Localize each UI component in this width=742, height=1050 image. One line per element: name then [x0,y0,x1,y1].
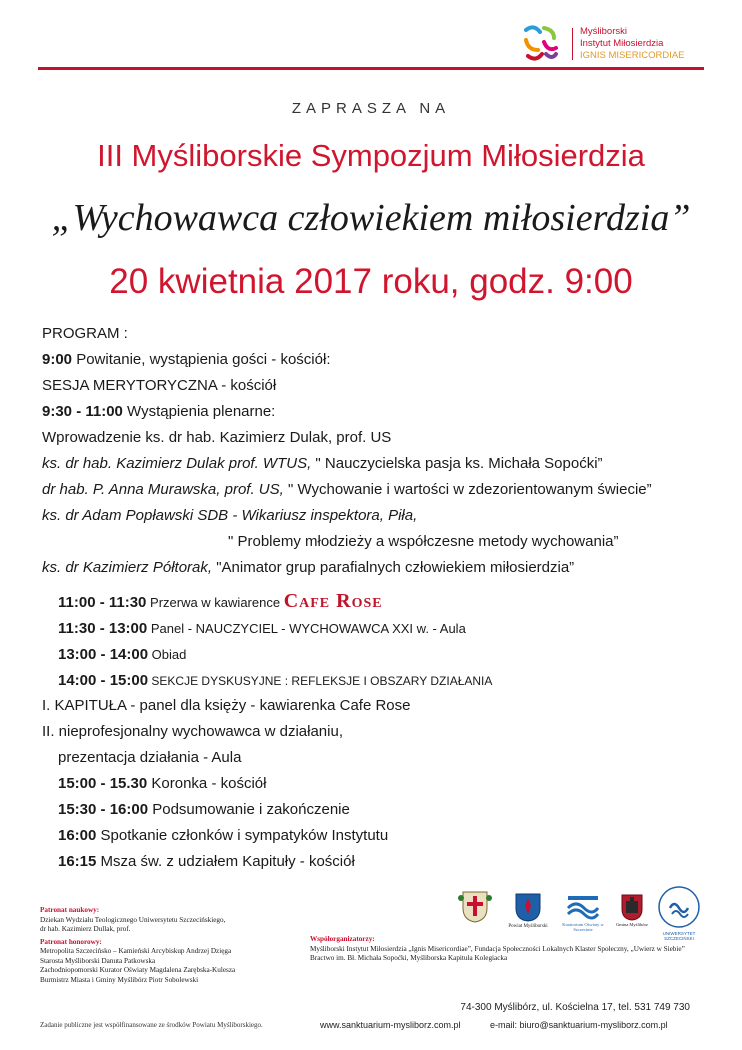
time: 16:15 [58,853,97,870]
program-item-2: SESJA MERYTORYCZNA - kościół [42,377,277,394]
panel-item-3: prezentacja działania - Aula [58,749,242,766]
coorganizers-label: Współorganizatorzy: [310,935,375,943]
text: Koronka - kościół [147,775,267,792]
county-caption: Powiat Myśliborski [508,924,548,929]
patron-honorary-line: Starosta Myśliborski Danuta Patkowska [40,956,156,965]
coorganizers-line: Myśliborski Instytut Miłosierdzia „Ignis Misericordiae”, Fundacja Społeczności Lokalnych Klaster Społeczny, „Uwierz w Siebie” [310,944,685,953]
speaker: ks. dr Kazimierz Półtorak, [42,559,213,576]
talk: " Nauczycielska pasja ks. Michała Sopoćki” [311,455,603,472]
time: 11:30 - 13:00 [58,620,148,637]
event-title: III Myśliborskie Sympozjum Miłosierdzia [97,138,645,173]
institute-logo-icon [520,22,562,64]
patron-honorary-line: Zachodniopomorski Kurator Oświaty Magdalena Zarębska-Kulesza [40,966,236,974]
coorganizers-block [310,935,740,964]
patron-honorary-line: Metropolita Szczecińsko – Kamieński Arcybiskup Andrzej Dzięga [40,947,232,955]
archbishop-crest-icon [455,888,495,924]
institute-logo [520,22,720,66]
text: Obiad [148,647,187,662]
program-item-7 [42,507,417,524]
logo-line1: Myśliborski [580,26,627,37]
speaker: dr hab. P. Anna Murawska, prof. US, [42,481,284,498]
patron-honorary-line: Burmistrz Miasta i Gminy Myślibórz Piotr Sobolewski [40,975,199,984]
logo-text [580,26,685,62]
patron-honorary-label: Patronat honorowy: [40,937,102,946]
talk: "Animator grup parafialnych człowiekiem miłosierdzia” [212,559,575,576]
university-caption: UNIWERSYTET SZCZECIŃSKI [662,931,696,941]
program-header: PROGRAM : [42,325,128,342]
text: Msza św. z udziałem Kapituły - kościół [96,853,355,870]
municipality-caption: Gmina Myślibórz [616,922,648,927]
text: Spotkanie członków i sympatyków Instytutu [96,827,389,844]
header-rule [38,67,704,70]
time: 9:00 [42,351,73,368]
education-board-icon [566,894,600,920]
schedule-item-4 [58,672,492,689]
municipality-crest-icon [620,893,644,921]
patrons-block [40,906,300,985]
university-logo-icon [656,884,702,930]
program-item-8: " Problemy młodzieży a współczesne metody wychowania” [228,533,619,550]
program-item-1 [42,351,330,368]
text: Przerwa w kawiarence [146,595,284,610]
patron-scientific-line: dr hab. Kazimierz Dullak, prof. [40,925,131,933]
speaker: ks. dr Adam Popławski SDB - Wikariusz inspektora, Piła, [42,507,418,524]
program-item-6 [42,481,652,498]
panel-item-2: II. nieprofesjonalny wychowawca w działaniu, [42,723,343,740]
address: 74-300 Myślibórz, ul. Kościelna 17, tel. 531 749 730 [460,1002,690,1013]
schedule-item-7 [58,827,388,844]
patron-scientific-label: Patronat naukowy: [40,906,100,914]
schedule-item-2 [58,620,466,637]
text: Wystąpienia plenarne: [122,403,276,420]
time: 11:00 - 11:30 [58,594,147,611]
event-date: 20 kwietnia 2017 roku, godz. 9:00 [109,262,633,301]
patron-honorary [40,938,300,986]
panel-item-1: I. KAPITUŁA - panel dla księży - kawiarenka Cafe Rose [42,697,411,714]
time: 13:00 - 14:00 [58,646,149,663]
text: SEKCJE DYSKUSYJNE : REFLEKSJE I OBSZARY DZIAŁANIA [148,674,493,688]
program-item-9 [42,559,574,576]
time: 14:00 - 15:00 [58,672,149,689]
schedule-item-1 [58,590,383,613]
talk: " Wychowanie i wartości w zdezorientowanym świecie” [283,481,652,498]
email-link[interactable]: e-mail: biuro@sanktuarium-mysliborz.com.pl [490,1020,668,1030]
schedule-item-6 [58,801,350,818]
invite-text: ZAPRASZA NA [291,100,451,117]
text: Panel - NAUCZYCIEL - WYCHOWAWCA XXI w. - Aula [147,621,466,636]
program-item-5 [42,455,603,472]
schedule-item-5 [58,775,266,792]
speaker: ks. dr hab. Kazimierz Dulak prof. WTUS, [42,455,312,472]
funding-note: Zadanie publiczne jest współfinansowane ze środków Powiatu Myśliborskiego. [40,1021,263,1029]
logo-line2: Instytut Miłosierdzia [580,38,664,49]
time: 15:00 - 15.30 [58,775,148,792]
patron-scientific [40,906,300,935]
logo-divider [572,28,573,60]
patron-scientific-line: Dziekan Wydziału Teologicznego Uniwersytetu Szczecińskiego, [40,915,226,924]
program-item-4: Wprowadzenie ks. dr hab. Kazimierz Dulak, prof. US [42,429,392,446]
coorganizers-line: Bractwo im. Bł. Michała Sopoćki, Myśliborska Kapituła Kolegiacka [310,954,508,962]
time: 9:30 - 11:00 [42,403,123,420]
education-board-caption: Kuratorium Oświaty w Szczecinie [562,922,604,932]
schedule-item-3 [58,646,186,663]
program-item-3 [42,403,275,420]
time: 15:30 - 16:00 [58,801,149,818]
text: Podsumowanie i zakończenie [148,801,350,818]
text: Powitanie, wystąpienia gości - kościół: [72,351,331,368]
website-link[interactable]: www.sanktuarium-mysliborz.com.pl [320,1020,461,1030]
county-crest-icon [514,892,542,922]
time: 16:00 [58,827,97,844]
cafe-name: Cafe Rose [283,590,383,612]
logo-line3: IGNIS MISERICORDIAE [580,50,685,61]
schedule-item-8 [58,853,355,870]
event-subtitle: „Wychowawca człowiekiem miłosierdzia” [51,197,691,239]
